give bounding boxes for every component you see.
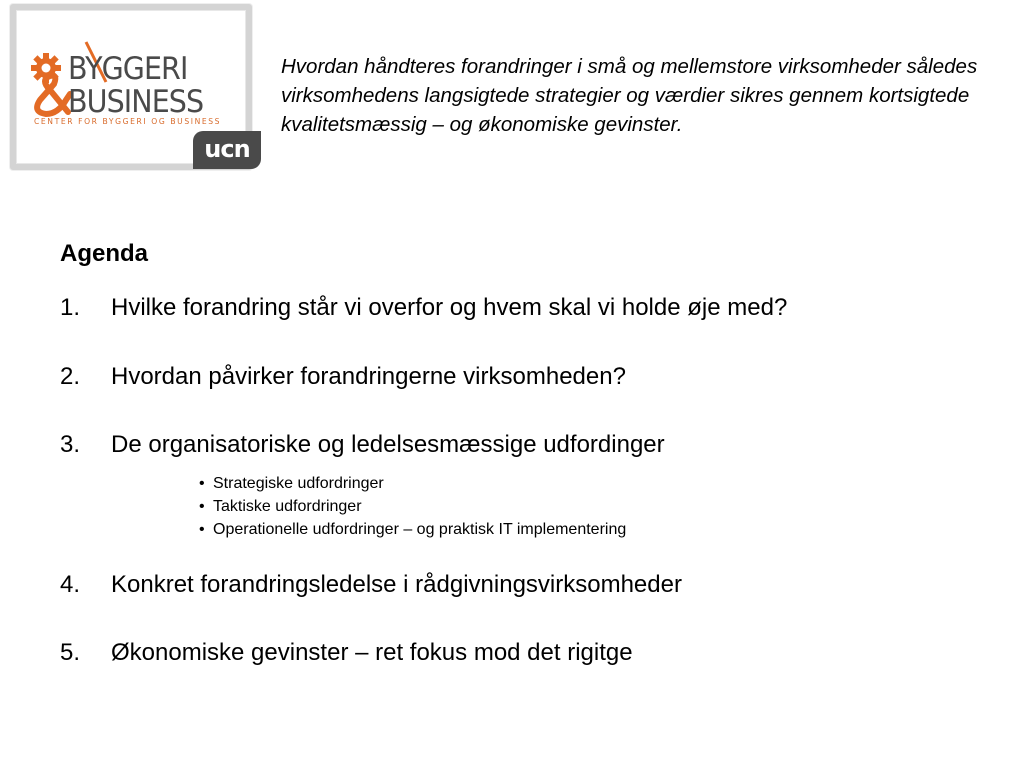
bullet: • (199, 475, 205, 492)
bullet: • (199, 521, 205, 538)
agenda-item-text: Hvordan påvirker forandringerne virksomheden? (111, 363, 626, 390)
agenda-item-text: De organisatoriske og ledelsesmæssige udfordinger (111, 431, 665, 458)
agenda-item-2 (60, 362, 626, 392)
header-text: Hvordan håndteres forandringer i små og mellemstore virksomheder således virksomhedens langsigtede strategier og værdier sikres gennem kortsigtede kvalitetsmæssig – og økonomiske gevinster. (281, 55, 978, 136)
agenda-item-number: 5. (60, 639, 81, 666)
ucn-badge: ucn (193, 131, 261, 169)
logo-subtitle: CENTER FOR BYGGERI OG BUSINESS (34, 117, 222, 126)
logo-line2: BUSINESS (68, 84, 204, 120)
agenda-item-text: Økonomiske gevinster – ret fokus mod det rigitge (111, 639, 633, 666)
agenda-item-text: Konkret forandringsledelse i rådgivningsvirksomheder (111, 571, 682, 598)
agenda-item-text: Hvilke forandring står vi overfor og hvem skal vi holde øje med? (111, 294, 788, 321)
agenda-subitem-text: Strategiske udfordringer (213, 475, 384, 492)
agenda-subitem-2 (199, 497, 362, 517)
agenda-item-number: 4. (60, 571, 81, 598)
agenda-subitem-3 (199, 520, 626, 540)
agenda-subitem-1 (199, 474, 384, 494)
agenda-item-1 (60, 293, 787, 323)
agenda-item-number: 1. (60, 294, 81, 321)
bullet: • (199, 498, 205, 515)
logo (10, 4, 252, 172)
ampersand-icon (37, 76, 70, 114)
agenda-item-5 (60, 638, 633, 668)
agenda-subitem-text: Operationelle udfordringer – og praktisk IT implementering (213, 521, 627, 538)
agenda-item-number: 3. (60, 431, 81, 458)
agenda-item-4 (60, 570, 682, 600)
agenda-subitem-text: Taktiske udfordringer (213, 498, 362, 515)
logo-line1: BYGGERI (68, 51, 188, 87)
agenda-title: Agenda (60, 240, 149, 267)
agenda-item-3 (60, 430, 665, 460)
agenda-item-number: 2. (60, 363, 81, 390)
